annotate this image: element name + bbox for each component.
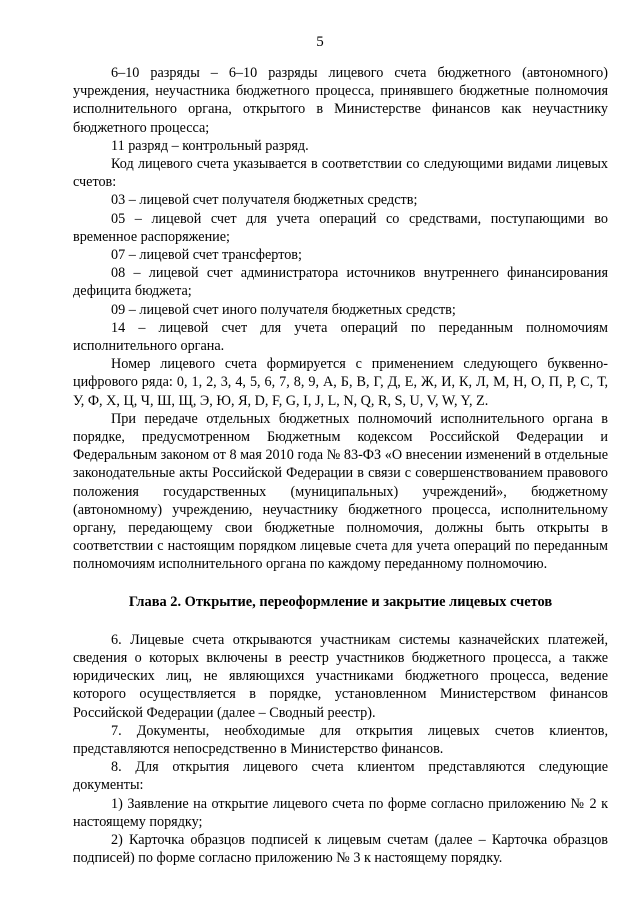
- paragraph-subitem-1: 1) Заявление на открытие лицевого счета по форме согласно приложению № 2 к настоящему порядку;: [73, 795, 608, 830]
- paragraph-subitem-2: 2) Карточка образцов подписей к лицевым счетам (далее – Карточка образцов подписей) по форме согласно приложению № 3 к настоящему порядку.: [73, 831, 608, 867]
- chapter-title: Глава 2. Открытие, переоформление и закрытие лицевых счетов: [128, 593, 553, 610]
- page-number: 5: [316, 34, 324, 50]
- paragraph-account-code-intro: Код лицевого счета указывается в соответствии со следующими видами лицевых счетов:: [73, 156, 608, 191]
- paragraph-alphanumeric-series: Номер лицевого счета формируется с применением следующего буквенно-цифрового ряда: 0, 1, 2, 3, 4, 5, 6, 7, 8, 9, А, Б, В, Г, Д, Е, Ж, И, К, Л, М, Н, О, П, Р, С, Т, У, Ф, Х, Ц, Ч, Ш, Щ, Э, Ю, Я, D, F, G, I, J, L, N, Q, R, S, U, V, W, Y, Z.: [73, 356, 608, 409]
- paragraph-code-05: 05 – лицевой счет для учета операций со средствами, поступающими во временное распоряжение;: [73, 210, 608, 245]
- paragraph-code-09: 09 – лицевой счет иного получателя бюджетных средств;: [111, 301, 456, 318]
- paragraph-code-08: 08 – лицевой счет администратора источников внутреннего финансирования дефицита бюджета;: [73, 265, 608, 300]
- paragraph-item-6: 6. Лицевые счета открываются участникам системы казначейских платежей, сведения о которых включены в реестр участников бюджетного процесса, а также юридических лиц, не являющихся участниками бюджетного процесса, ведение которого осуществляется в порядке, установленном Министерством финансов Российской Федерации (далее – Сводный реестр).: [73, 631, 608, 721]
- document-body: [73, 64, 608, 867]
- paragraph-item-7: 7. Документы, необходимые для открытия лицевых счетов клиентов, представляются непосредственно в Министерство финансов.: [73, 722, 608, 757]
- paragraph-digits-6-10: 6–10 разряды – 6–10 разряды лицевого счета бюджетного (автономного) учреждения, неучастника бюджетного процесса, принявшего бюджетные полномочия исполнительного органа, открытого в Министерстве финансов как неучастнику бюджетного процесса;: [73, 65, 608, 136]
- paragraph-digit-11: 11 разряд – контрольный разряд.: [111, 137, 309, 154]
- paragraph-code-03: 03 – лицевой счет получателя бюджетных средств;: [111, 192, 418, 209]
- paragraph-code-07: 07 – лицевой счет трансфертов;: [111, 247, 302, 264]
- paragraph-delegated-powers: При передаче отдельных бюджетных полномочий исполнительного органа в порядке, предусмотренном Бюджетным кодексом Российской Федерации и Федеральным законом от 8 мая 2010 года № 83-ФЗ «О внесении изменений в отдельные законодательные акты Российской Федерации в связи с совершенствованием правового положения государственных (муниципальных) учреждений», бюджетному (автономному) учреждению, неучастнику бюджетного процесса, исполнительному органу, передающему свои бюджетные полномочия, должны быть открыты в соответствии с настоящим порядком лицевые счета для учета операций по переданным полномочиям исполнительного органа по каждому переданному полномочию.: [73, 410, 608, 573]
- paragraph-code-14: 14 – лицевой счет для учета операций по переданным полномочиям исполнительного органа.: [73, 319, 608, 355]
- paragraph-item-8: 8. Для открытия лицевого счета клиентом представляются следующие документы:: [73, 759, 608, 794]
